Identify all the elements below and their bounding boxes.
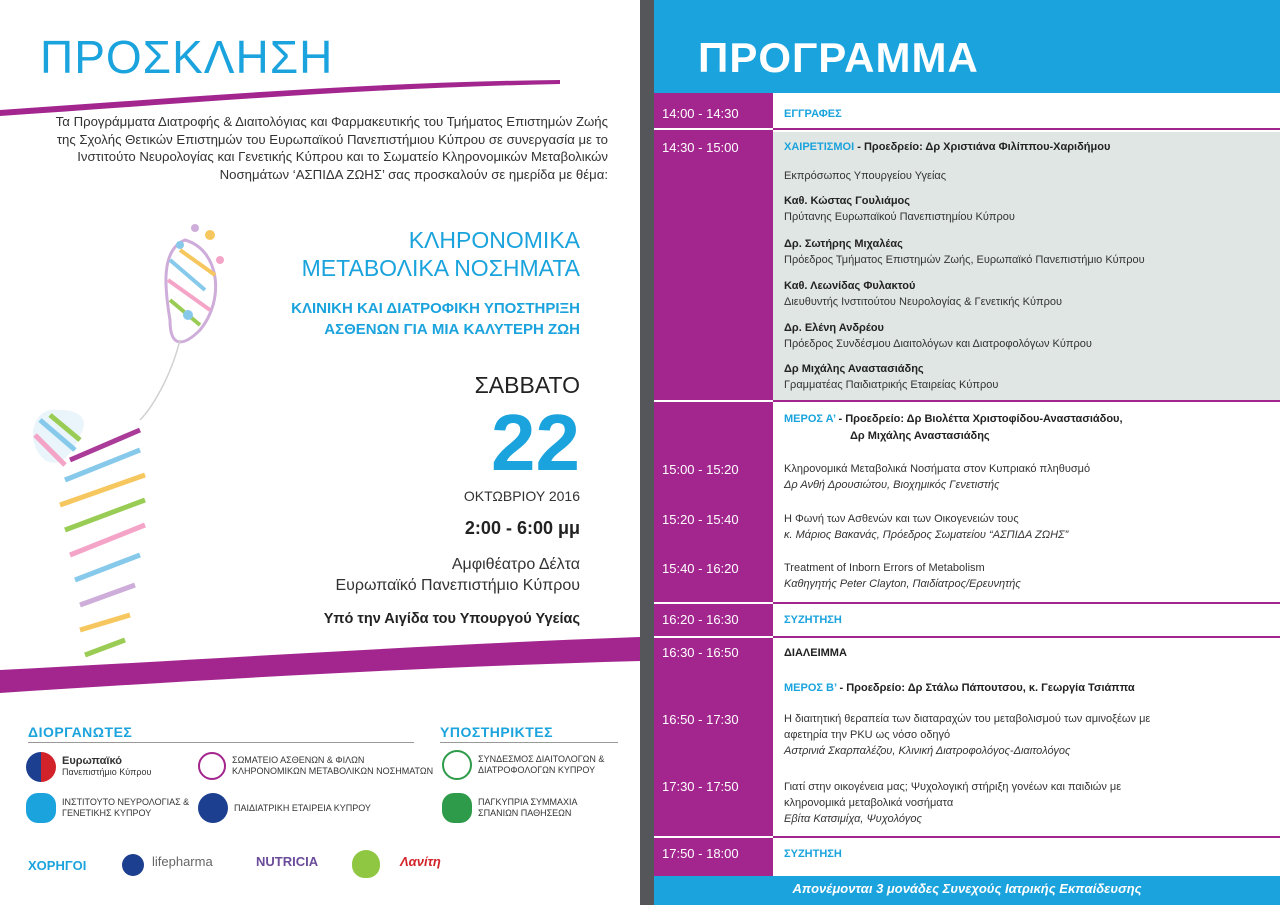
talk-title-cont: κληρονομικά μεταβολικά νοσήματα xyxy=(784,797,954,809)
row-divider xyxy=(773,836,1280,838)
invitation-title: ΠΡΟΣΚΛΗΣΗ xyxy=(40,31,334,83)
organizer-name: Ευρωπαϊκό xyxy=(62,755,122,767)
organizer-name: ΙΝΣΤΙΤΟΥΤΟ ΝΕΥΡΟΛΟΓΙΑΣ & xyxy=(62,797,190,807)
topic-title-line1: ΚΛΗΡΟΝΟΜΙΚΑ xyxy=(408,227,580,253)
dietitians-logo-icon xyxy=(442,750,472,780)
sponsors-heading: ΧΟΡΗΓΟΙ xyxy=(28,858,87,873)
greeting-role: Πρύτανης Ευρωπαϊκού Πανεπιστημίου Κύπρου xyxy=(784,211,1015,223)
time-column xyxy=(654,93,773,876)
greeting-role: Διευθυντής Ινστιτούτου Νευρολογίας & Γενετικής Κύπρου xyxy=(784,296,1062,308)
supporter-sub: ΣΠΑΝΙΩΝ ΠΑΘΗΣΕΩΝ xyxy=(478,808,572,818)
organizer-logo-cing xyxy=(26,793,189,823)
supporters-divider xyxy=(440,742,618,743)
page-spine xyxy=(640,0,654,905)
program-title: ΠΡΟΓΡΑΜΜΑ xyxy=(698,34,979,81)
organizer-name: ΠΑΙΔΙΑΤΡΙΚΗ ΕΤΑΙΡΕΙΑ ΚΥΠΡΟΥ xyxy=(234,802,371,813)
organizer-logo-aspida xyxy=(198,752,433,780)
greeting-role: Εκπρόσωπος Υπουργείου Υγείας xyxy=(784,170,947,182)
organizer-logo-euc xyxy=(26,752,151,782)
supporter-logo-dietitians xyxy=(442,750,604,780)
time-talk-b1: 16:50 - 17:30 xyxy=(662,712,739,727)
greeting-item xyxy=(784,320,1264,352)
euc-logo-icon xyxy=(26,752,56,782)
supporter-logo-rare-diseases xyxy=(442,793,578,823)
venue-line1: Αμφιθέατρο Δέλτα xyxy=(451,556,580,573)
greeting-item xyxy=(784,278,1264,310)
greeting-name: Καθ. Λεωνίδας Φυλακτού xyxy=(784,280,916,292)
talk-speaker: κ. Μάριος Βακανάς, Πρόεδρος Σωματείου “ΑΣΠΙΔΑ ΖΩΗΣ” xyxy=(784,529,1069,541)
talk-b2 xyxy=(784,779,1264,827)
registration-label: ΕΓΓΡΑΦΕΣ xyxy=(784,108,842,120)
sponsor-lifepharma: lifepharma xyxy=(152,854,213,869)
supporter-sub: ΔΙΑΤΡΟΦΟΛΟΓΩΝ ΚΥΠΡΟΥ xyxy=(478,765,596,775)
topic-title xyxy=(200,226,580,282)
part-b-heading xyxy=(784,680,1264,696)
time-registration: 14:00 - 14:30 xyxy=(662,106,739,121)
greetings-chair: - Προεδρείο: Δρ Χριστιάνα Φιλίππου-Χαριδήμου xyxy=(854,141,1111,153)
child-with-balloon-illustration xyxy=(20,220,230,680)
sponsor-nutricia: NUTRICIA xyxy=(256,854,319,869)
time-talk-b2: 17:30 - 17:50 xyxy=(662,779,739,794)
supporter-name: ΣΥΝΔΕΣΜΟΣ ΔΙΑΙΤΟΛΟΓΩΝ & xyxy=(478,754,605,764)
time-break: 16:30 - 16:50 xyxy=(662,645,739,660)
sponsor-fruit-icon xyxy=(352,850,380,878)
part-a-chair-2: Δρ Μιχάλης Αναστασιάδης xyxy=(850,430,990,442)
event-date-number: 22 xyxy=(491,398,580,487)
greeting-role: Γραμματέας Παιδιατρικής Εταιρείας Κύπρου xyxy=(784,379,999,391)
time-talk-a3: 15:40 - 16:20 xyxy=(662,561,739,576)
topic-title-line2: ΜΕΤΑΒΟΛΙΚΑ ΝΟΣΗΜΑΤΑ xyxy=(301,255,580,281)
organizer-name: ΣΩΜΑΤΕΙΟ ΑΣΘΕΝΩΝ & ΦΙΛΩΝ xyxy=(232,755,365,765)
sponsor-seal-icon xyxy=(122,854,144,876)
greeting-item xyxy=(784,193,1264,225)
greeting-name: Καθ. Κώστας Γουλιάμος xyxy=(784,195,911,207)
event-time: 2:00 - 6:00 μμ xyxy=(464,518,580,538)
organizer-logo-paediatric xyxy=(198,793,371,823)
talk-title: Treatment of Inborn Errors of Metabolism xyxy=(784,562,985,574)
greeting-item xyxy=(784,361,1264,393)
talk-speaker: Καθηγητής Peter Clayton, Παιδίατρος/Ερευνητής xyxy=(784,578,1021,590)
part-a-heading xyxy=(784,411,1264,427)
greeting-role: Πρόεδρος Συνδέσμου Διαιτολόγων και Διατροφολόγων Κύπρου xyxy=(784,338,1092,350)
greeting-role: Πρόεδρος Τμήματος Επιστημών Ζωής, Ευρωπαϊκό Πανεπιστήμιο Κύπρου xyxy=(784,254,1145,266)
organizer-sub: ΚΛΗΡΟΝΟΜΙΚΩΝ ΜΕΤΑΒΟΛΙΚΩΝ ΝΟΣΗΜΑΤΩΝ xyxy=(232,766,434,776)
footer-cme-note: Απονέμονται 3 μονάδες Συνεχούς Ιατρικής Εκπαίδευσης xyxy=(792,881,1142,896)
talk-title: Η Φωνή των Ασθενών και των Οικογενειών τους xyxy=(784,513,1019,525)
sponsor-laniti: Λανίτη xyxy=(400,854,441,869)
greeting-name: Δρ. Ελένη Ανδρέου xyxy=(784,322,884,334)
talk-a3 xyxy=(784,560,1264,592)
paediatric-logo-icon xyxy=(198,793,228,823)
supporter-name: ΠΑΓΚΥΠΡΙΑ ΣΥΜΜΑΧΙΑ xyxy=(478,797,578,807)
talk-speaker: Δρ Ανθή Δρουσιώτου, Βιοχημικός Γενετιστής xyxy=(784,479,1000,491)
event-month: ΟΚΤΩΒΡΙΟΥ 2016 xyxy=(463,488,580,504)
talk-title: Η διαιτητική θεραπεία των διαταραχών του μεταβολισμού των αμινοξέων με xyxy=(784,713,1151,725)
talk-title: Κληρονομικά Μεταβολικά Νοσήματα στον Κυπριακό πληθυσμό xyxy=(784,463,1091,475)
row-divider xyxy=(773,636,1280,638)
intro-paragraph: Τα Προγράμματα Διατροφής & Διαιτολόγιας και Φαρμακευτικής του Τμήματος Επιστημών Ζωής της Σχολής Θετικών Επιστημών του Ευρωπαϊκού Πανεπιστήμιου Κύπρου σε συνεργασία με το Ινστιτούτο Νευρολογίας και Γενετικής Κύπρου και το Σωματείο Κληρονομικών Μεταβολικών Νοσημάτων ‘ΑΣΠΙΔΑ ΖΩΗΣ’ σας προσκαλούν σε ημερίδα με θέμα: xyxy=(55,114,608,182)
row-divider xyxy=(773,128,1280,130)
time-talk-a1: 15:00 - 15:20 xyxy=(662,462,739,477)
organizers-heading: ΔΙΟΡΓΑΝΩΤΕΣ xyxy=(28,724,133,740)
time-discussion-1: 16:20 - 16:30 xyxy=(662,612,739,627)
part-b-label: ΜΕΡΟΣ Β’ xyxy=(784,682,837,694)
organizers-divider xyxy=(28,742,414,743)
greeting-item xyxy=(784,168,1264,184)
discussion-1-label: ΣΥΖΗΤΗΣΗ xyxy=(784,614,842,626)
greeting-item xyxy=(784,236,1264,268)
greeting-name: Δρ Μιχάλης Αναστασιάδης xyxy=(784,363,924,375)
talk-a1 xyxy=(784,461,1264,493)
aspida-logo-icon xyxy=(198,752,226,780)
talk-a2 xyxy=(784,511,1264,543)
topic-subtitle xyxy=(200,298,580,340)
talk-title-cont: αφετηρία την PKU ως νόσο οδηγό xyxy=(784,729,951,741)
venue-line2: Ευρωπαϊκό Πανεπιστήμιο Κύπρου xyxy=(335,577,580,594)
bottom-swoosh-decoration xyxy=(0,625,640,700)
time-talk-a2: 15:20 - 15:40 xyxy=(662,512,739,527)
event-day: ΣΑΒΒΑΤΟ xyxy=(474,372,580,398)
aegis-text: Υπό την Αιγίδα του Υπουργού Υγείας xyxy=(323,611,580,627)
supporters-heading: ΥΠΟΣΤΗΡΙΚΤΕΣ xyxy=(440,724,554,740)
greeting-name: Δρ. Σωτήρης Μιχαλέας xyxy=(784,238,903,250)
row-divider xyxy=(773,602,1280,604)
greetings-label: ΧΑΙΡΕΤΙΣΜΟΙ xyxy=(784,141,855,153)
cing-logo-icon xyxy=(26,793,56,823)
talk-b1 xyxy=(784,711,1264,759)
topic-subtitle-line2: ΑΣΘΕΝΩΝ ΓΙΑ ΜΙΑ ΚΑΛΥΤΕΡΗ ΖΩΗ xyxy=(324,321,580,338)
talk-speaker: Αστρινιά Σκαρπαλέζου, Κλινική Διατροφολόγος-Διαιτολόγος xyxy=(784,745,1071,757)
greetings-heading xyxy=(784,139,1264,155)
rare-diseases-logo-icon xyxy=(442,793,472,823)
row-divider xyxy=(773,400,1280,402)
organizer-sub: ΓΕΝΕΤΙΚΗΣ ΚΥΠΡΟΥ xyxy=(62,808,152,818)
time-discussion-2: 17:50 - 18:00 xyxy=(662,846,739,861)
talk-speaker: Εβίτα Κατσιμίχα, Ψυχολόγος xyxy=(784,813,922,825)
event-venue xyxy=(240,554,580,596)
part-a-chair: - Προεδρείο: Δρ Βιολέττα Χριστοφίδου-Αναστασιάδου, xyxy=(835,413,1123,425)
time-greetings: 14:30 - 15:00 xyxy=(662,140,739,155)
talk-title: Γιατί στην οικογένεια μας; Ψυχολογική στήριξη γονέων και παιδιών με xyxy=(784,781,1122,793)
discussion-2-label: ΣΥΖΗΤΗΣΗ xyxy=(784,848,842,860)
break-label: ΔΙΑΛΕΙΜΜΑ xyxy=(784,647,847,659)
topic-subtitle-line1: ΚΛΙΝΙΚΗ ΚΑΙ ΔΙΑΤΡΟΦΙΚΗ ΥΠΟΣΤΗΡΙΞΗ xyxy=(291,300,580,317)
organizer-sub: Πανεπιστήμιο Κύπρου xyxy=(62,767,152,777)
part-a-label: ΜΕΡΟΣ Α’ xyxy=(784,413,836,425)
part-b-chair: - Προεδρείο: Δρ Στάλω Πάπουτσου, κ. Γεωργία Τσιάππα xyxy=(836,682,1135,694)
